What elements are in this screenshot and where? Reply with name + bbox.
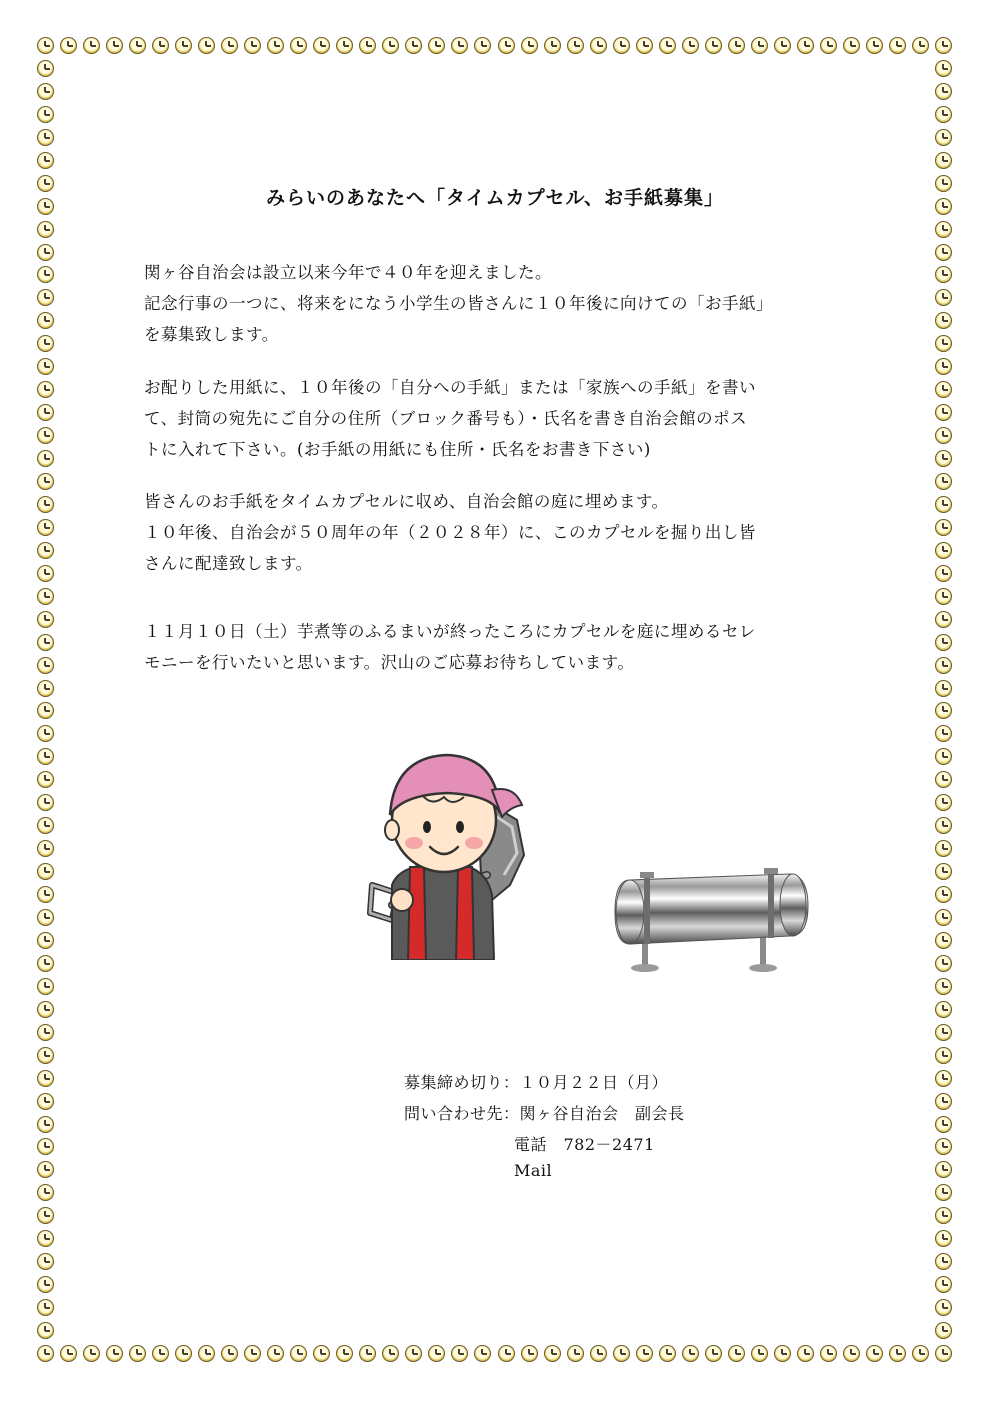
clock-icon [37,1345,54,1362]
clock-icon [935,1093,952,1110]
clock-icon [37,1138,54,1155]
clock-icon [37,1253,54,1270]
clock-icon [37,886,54,903]
clock-icon [37,427,54,444]
clock-icon [728,37,745,54]
text-line: モニーを行いたいと思います。沢山のご応募お待ちしています。 [144,653,635,672]
clock-icon [544,1345,561,1362]
clock-icon [935,565,952,582]
clock-icon [912,37,929,54]
paragraph-capsule [144,486,864,579]
clock-icon [152,37,169,54]
clock-icon [935,404,952,421]
clock-icon [774,1345,791,1362]
clock-icon [129,1345,146,1362]
clock-icon [175,1345,192,1362]
text-line: 皆さんのお手紙をタイムカプセルに収め、自治会館の庭に埋めます。 [144,492,669,511]
clock-icon [935,1024,952,1041]
clock-icon [129,37,146,54]
clock-icon [37,1161,54,1178]
clock-icon [935,748,952,765]
clock-icon [474,1345,491,1362]
clock-icon [60,1345,77,1362]
clock-icon [935,680,952,697]
clock-icon [175,37,192,54]
clock-icon [935,955,952,972]
clock-icon [935,335,952,352]
text-line: １１月１０日（土）芋煮等のふるまいが終ったころにカプセルを庭に埋めるセレ [144,622,756,641]
clock-icon [106,37,123,54]
clock-icon [935,657,952,674]
clock-icon [935,1184,952,1201]
clock-icon [935,771,952,788]
clock-icon [636,1345,653,1362]
clock-icon [797,37,814,54]
clock-icon [935,1001,952,1018]
clock-icon [935,1230,952,1247]
clock-icon [935,1345,952,1362]
clock-icon [37,978,54,995]
mail-text: Mail [514,1161,553,1180]
clock-icon [37,611,54,628]
clock-icon [935,1070,952,1087]
clock-icon [935,473,952,490]
clock-icon [935,83,952,100]
text-line: トに入れて下さい。(お手紙の用紙にも住所・氏名をお書き下さい) [144,440,651,459]
clock-icon [37,1047,54,1064]
clock-icon [37,221,54,238]
clock-icon [935,519,952,536]
clock-icon [935,634,952,651]
clock-icon [751,1345,768,1362]
clock-icon [37,771,54,788]
clock-icon [935,542,952,559]
clock-icon [935,381,952,398]
clock-icon [106,1345,123,1362]
clock-icon [37,1116,54,1133]
paragraph-instructions [144,372,864,465]
clock-icon [37,1184,54,1201]
clock-icon [37,60,54,77]
clock-icon [37,588,54,605]
clock-icon [221,37,238,54]
clock-icon [935,266,952,283]
clock-icon [37,496,54,513]
clock-icon [889,1345,906,1362]
clock-icon [935,289,952,306]
clock-icon [37,152,54,169]
clock-icon [37,312,54,329]
clock-icon [935,932,952,949]
clock-icon [521,1345,538,1362]
clock-icon [37,565,54,582]
clock-icon [705,1345,722,1362]
clock-icon [198,1345,215,1362]
clock-icon [820,1345,837,1362]
clock-icon [498,37,515,54]
clock-icon [935,817,952,834]
clock-icon [405,37,422,54]
clock-icon [37,863,54,880]
clock-icon [336,37,353,54]
clock-icon [336,1345,353,1362]
clock-icon [774,37,791,54]
clock-icon [820,37,837,54]
clock-icon [935,794,952,811]
clock-icon [359,1345,376,1362]
time-capsule-image [610,840,815,985]
clock-icon [935,427,952,444]
clock-icon [37,37,54,54]
clock-icon [935,1047,952,1064]
clock-icon [37,1322,54,1339]
clock-icon [935,978,952,995]
contact-text: 問い合わせ先：関ヶ谷自治会 副会長 [404,1104,685,1123]
clock-icon [221,1345,238,1362]
clock-icon [935,312,952,329]
clock-icon [37,404,54,421]
clock-icon [37,1070,54,1087]
clock-icon [935,1116,952,1133]
page-title: みらいのあなたへ「タイムカプセル、お手紙募集」 [266,187,724,209]
clock-icon [37,1001,54,1018]
clock-icon [705,37,722,54]
deadline-text: 募集締め切り：１０月２２日（月） [404,1073,669,1092]
clock-icon [244,37,261,54]
clock-icon [37,450,54,467]
clock-icon [935,106,952,123]
clock-icon [451,37,468,54]
clock-icon [613,1345,630,1362]
clock-icon [866,1345,883,1362]
paragraph-intro [144,257,864,350]
clock-icon [935,863,952,880]
clock-icon [244,1345,261,1362]
clock-icon [37,244,54,261]
clock-icon [636,37,653,54]
clock-icon [935,588,952,605]
clock-icon [37,955,54,972]
clock-icon [405,1345,422,1362]
clock-icon [751,37,768,54]
clock-icon [37,542,54,559]
text-line: 関ヶ谷自治会は設立以来今年で４０年を迎えました。 [144,263,552,282]
clock-icon [37,634,54,651]
text-line: さんに配達致します。 [144,554,313,573]
clock-icon [37,83,54,100]
clock-icon [797,1345,814,1362]
clock-icon [37,794,54,811]
clock-icon [37,680,54,697]
clock-icon [935,840,952,857]
clock-icon [659,1345,676,1362]
clock-icon [37,840,54,857]
clock-icon [728,1345,745,1362]
clock-icon [37,932,54,949]
clock-icon [935,702,952,719]
clock-icon [290,1345,307,1362]
clock-icon [866,37,883,54]
clock-icon [590,37,607,54]
clock-icon [521,37,538,54]
clock-icon [935,886,952,903]
clock-icon [37,129,54,146]
clock-icon [37,289,54,306]
clock-icon [935,358,952,375]
clock-icon [37,473,54,490]
clock-icon [682,37,699,54]
clock-icon [659,37,676,54]
clock-icon [935,129,952,146]
text-line: １０年後、自治会が５０周年の年（２０２８年）に、このカプセルを掘り出し皆 [144,523,756,542]
clock-icon [935,37,952,54]
clock-icon [498,1345,515,1362]
clock-icon [37,335,54,352]
text-line: お配りした用紙に、１０年後の「自分への手紙」または「家族への手紙」を書い [144,378,756,397]
clock-icon [935,221,952,238]
clock-icon [935,725,952,742]
boy-with-shovel-illustration [352,735,527,960]
clock-icon [912,1345,929,1362]
clock-icon [37,519,54,536]
clock-icon [37,909,54,926]
clock-icon [37,1276,54,1293]
clock-icon [935,909,952,926]
clock-icon [37,106,54,123]
clock-icon [935,450,952,467]
clock-icon [843,37,860,54]
clock-icon [935,60,952,77]
clock-icon [37,1093,54,1110]
clock-icon [313,1345,330,1362]
clock-icon [544,37,561,54]
clock-icon [935,1138,952,1155]
clock-icon [198,37,215,54]
clock-icon [567,37,584,54]
clock-icon [935,244,952,261]
clock-icon [37,817,54,834]
clock-icon [152,1345,169,1362]
clock-icon [60,37,77,54]
clock-icon [935,496,952,513]
clock-icon [37,1299,54,1316]
phone-text: 電話 782－2471 [514,1135,655,1154]
clock-icon [83,1345,100,1362]
clock-icon [37,358,54,375]
clock-icon [935,1299,952,1316]
clock-icon [567,1345,584,1362]
clock-icon [359,37,376,54]
clock-icon [267,1345,284,1362]
clock-icon [682,1345,699,1362]
clock-icon [83,37,100,54]
clock-icon [37,1230,54,1247]
clock-icon [37,748,54,765]
clock-icon [935,1161,952,1178]
clock-icon [935,1276,952,1293]
clock-icon [37,702,54,719]
clock-icon [382,1345,399,1362]
clock-icon [37,1024,54,1041]
clock-icon [37,266,54,283]
clock-icon [935,611,952,628]
clock-icon [935,1207,952,1224]
clock-icon [37,725,54,742]
clock-icon [613,37,630,54]
clock-icon [843,1345,860,1362]
clock-icon [313,37,330,54]
text-line: て、封筒の宛先にご自分の住所（ブロック番号も）・氏名を書き自治会館のポス [144,409,748,428]
clock-icon [37,657,54,674]
clock-icon [37,1207,54,1224]
clock-icon [935,1253,952,1270]
clock-icon [451,1345,468,1362]
clock-icon [474,37,491,54]
clock-icon [37,381,54,398]
paragraph-ceremony [144,616,864,678]
clock-icon [428,37,445,54]
clock-icon [889,37,906,54]
clock-icon [428,1345,445,1362]
text-line: 記念行事の一つに、将来をになう小学生の皆さんに１０年後に向けての「お手紙」 [144,294,773,313]
text-line: を募集致します。 [144,325,279,344]
clock-icon [382,37,399,54]
clock-icon [290,37,307,54]
clock-icon [935,1322,952,1339]
clock-icon [267,37,284,54]
clock-icon [590,1345,607,1362]
clock-icon [935,152,952,169]
